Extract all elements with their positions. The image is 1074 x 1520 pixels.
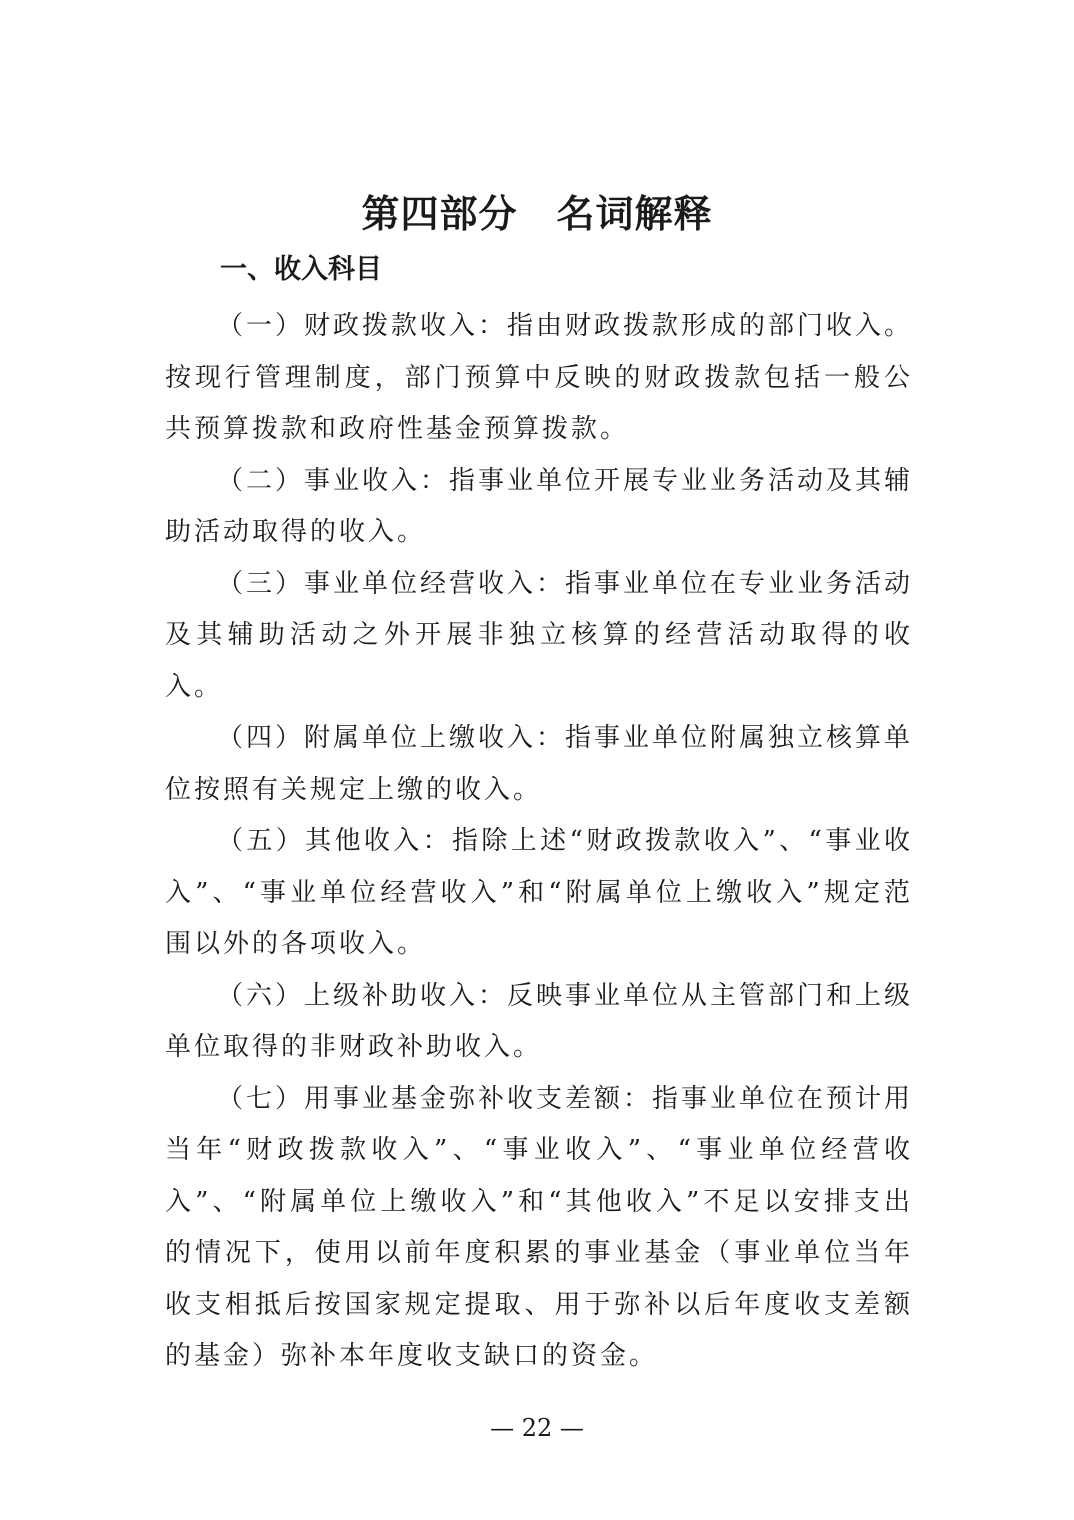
page-number: — 22 — [490,1414,584,1442]
section-heading: 一、收入科目 [220,254,382,285]
paragraph-business-fund-offset: （七）用事业基金弥补收支差额：指事业单位在预计用当年“财政拨款收入”、“事业收入”、“事业单位经营收入”、“附属单位上缴收入”和“其他收入”不足以安排支出的情况下，使用以前年度积累的事业基金（事业单位当年收支相抵后按国家规定提取、用于弥补以后年度收支差额的基金）弥补本年度收支缺口的资金。 [165,1083,914,1371]
paragraph-superior-subsidy-income: （六）上级补助收入：反映事业单位从主管部门和上级单位取得的非财政补助收入。 [165,980,914,1062]
paragraph-business-income: （二）事业收入：指事业单位开展专业业务活动及其辅助活动取得的收入。 [165,465,914,547]
paragraph-operating-income: （三）事业单位经营收入：指事业单位在专业业务活动及其辅助活动之外开展非独立核算的经营活动取得的收入。 [165,568,914,702]
paragraph-fiscal-appropriation-income: （一）财政拨款收入：指由财政拨款形成的部门收入。按现行管理制度，部门预算中反映的财政拨款包括一般公共预算拨款和政府性基金预算拨款。 [165,311,914,444]
page-title: 第四部分 名词解释 [361,192,713,236]
body-text [165,301,913,1383]
paragraph-affiliated-unit-income: （四）附属单位上缴收入：指事业单位附属独立核算单位按照有关规定上缴的收入。 [165,723,914,805]
paragraph-other-income: （五）其他收入：指除上述“财政拨款收入”、“事业收入”、“事业单位经营收入”和“附属单位上缴收入”规定范围以外的各项收入。 [165,826,913,959]
